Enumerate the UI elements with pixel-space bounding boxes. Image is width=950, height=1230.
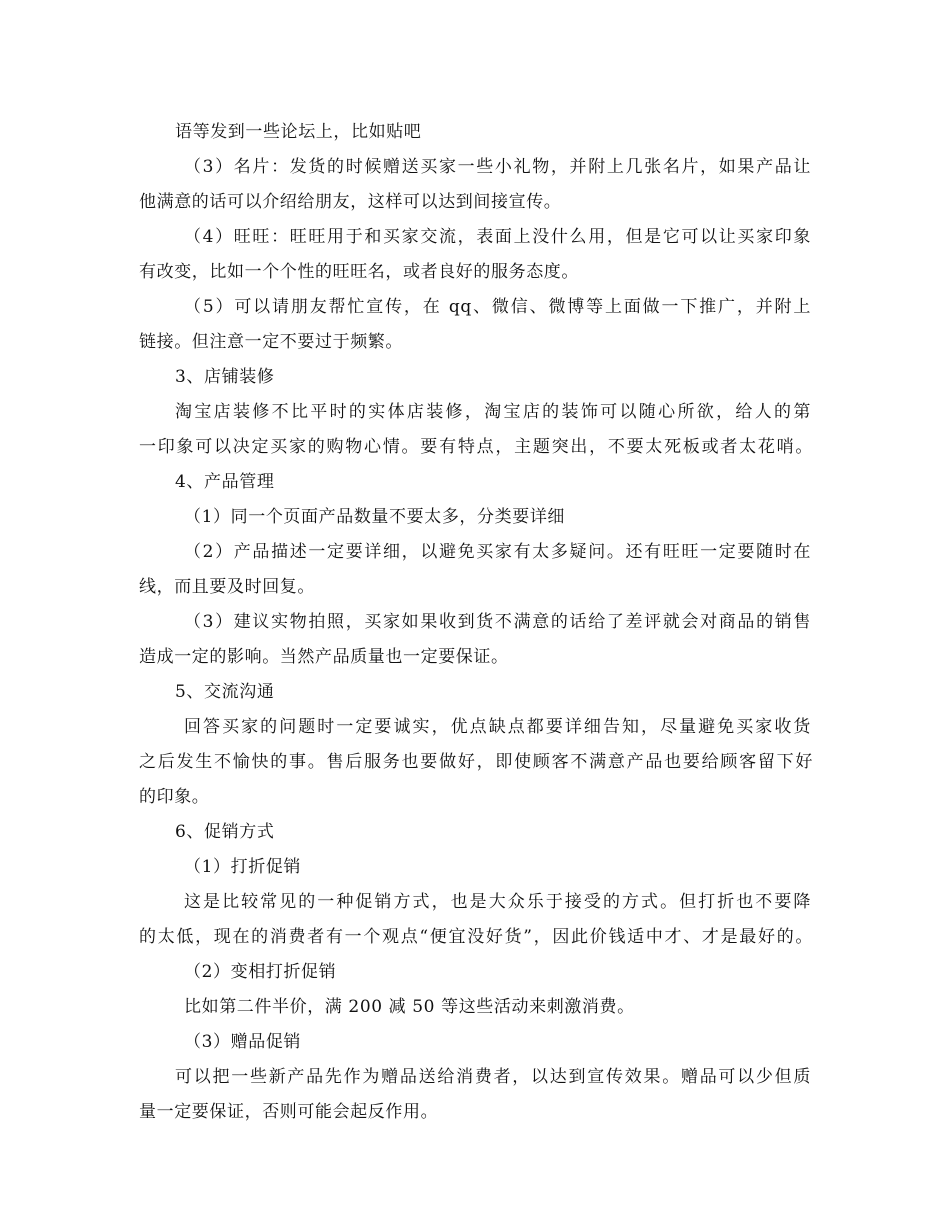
text-line: 可以把一些新产品先作为赠品送给消费者，以达到宣传效果。赠品可以少但质	[175, 1067, 811, 1087]
text-line: 淘宝店装修不比平时的实体店装修，淘宝店的装饰可以随心所欲，给人的第	[175, 402, 811, 422]
text-line: （2）变相打折促销	[184, 962, 337, 982]
section-heading: 4、产品管理	[175, 472, 275, 492]
text-line: 量一定要保证，否则可能会起反作用。	[139, 1102, 439, 1122]
text-line: 他满意的话可以介绍给朋友，这样可以达到间接宣传。	[139, 192, 562, 212]
section-heading: 5、交流沟通	[175, 682, 275, 702]
text-line: 一印象可以决定买家的购物心情。要有特点，主题突出，不要太死板或者太花哨。	[139, 437, 813, 457]
text-line: 比如第二件半价，满 200 减 50 等这些活动来刺激消费。	[184, 997, 635, 1017]
text-line: （1）打折促销	[184, 857, 302, 877]
text-line: （1）同一个页面产品数量不要太多，分类要详细	[184, 507, 566, 527]
text-line: （5）可以请朋友帮忙宣传，在 qq、微信、微博等上面做一下推广，并附上	[184, 297, 811, 317]
text-line: （2）产品描述一定要详细，以避免买家有太多疑问。还有旺旺一定要随时在	[184, 542, 811, 562]
text-line: （3）建议实物拍照，买家如果收到货不满意的话给了差评就会对商品的销售	[184, 612, 811, 632]
text-line: 有改变，比如一个个性的旺旺名，或者良好的服务态度。	[139, 262, 579, 282]
text-line: 之后发生不愉快的事。售后服务也要做好，即使顾客不满意产品也要给顾客留下好	[139, 752, 813, 772]
text-line: 链接。但注意一定不要过于频繁。	[139, 332, 403, 352]
text-line: 的印象。	[139, 787, 210, 807]
text-line: （3）名片：发货的时候赠送买家一些小礼物，并附上几张名片，如果产品让	[184, 157, 811, 177]
text-line: （4）旺旺：旺旺用于和买家交流，表面上没什么用，但是它可以让买家印象	[184, 227, 811, 247]
text-line: （3）赠品促销	[184, 1032, 302, 1052]
text-line: 回答买家的问题时一定要诚实，优点缺点都要详细告知，尽量避免买家收货	[184, 717, 811, 737]
text-line: 的太低，现在的消费者有一个观点“便宜没好货”，因此价钱适中才、才是最好的。	[139, 927, 813, 947]
section-heading: 6、促销方式	[175, 822, 275, 842]
text-line: 语等发到一些论坛上，比如贴吧	[175, 122, 422, 142]
section-heading: 3、店铺装修	[175, 367, 275, 387]
text-line: 这是比较常见的一种促销方式，也是大众乐于接受的方式。但打折也不要降	[184, 892, 811, 912]
text-line: 造成一定的影响。当然产品质量也一定要保证。	[139, 647, 509, 667]
text-line: 线，而且要及时回复。	[139, 577, 315, 597]
